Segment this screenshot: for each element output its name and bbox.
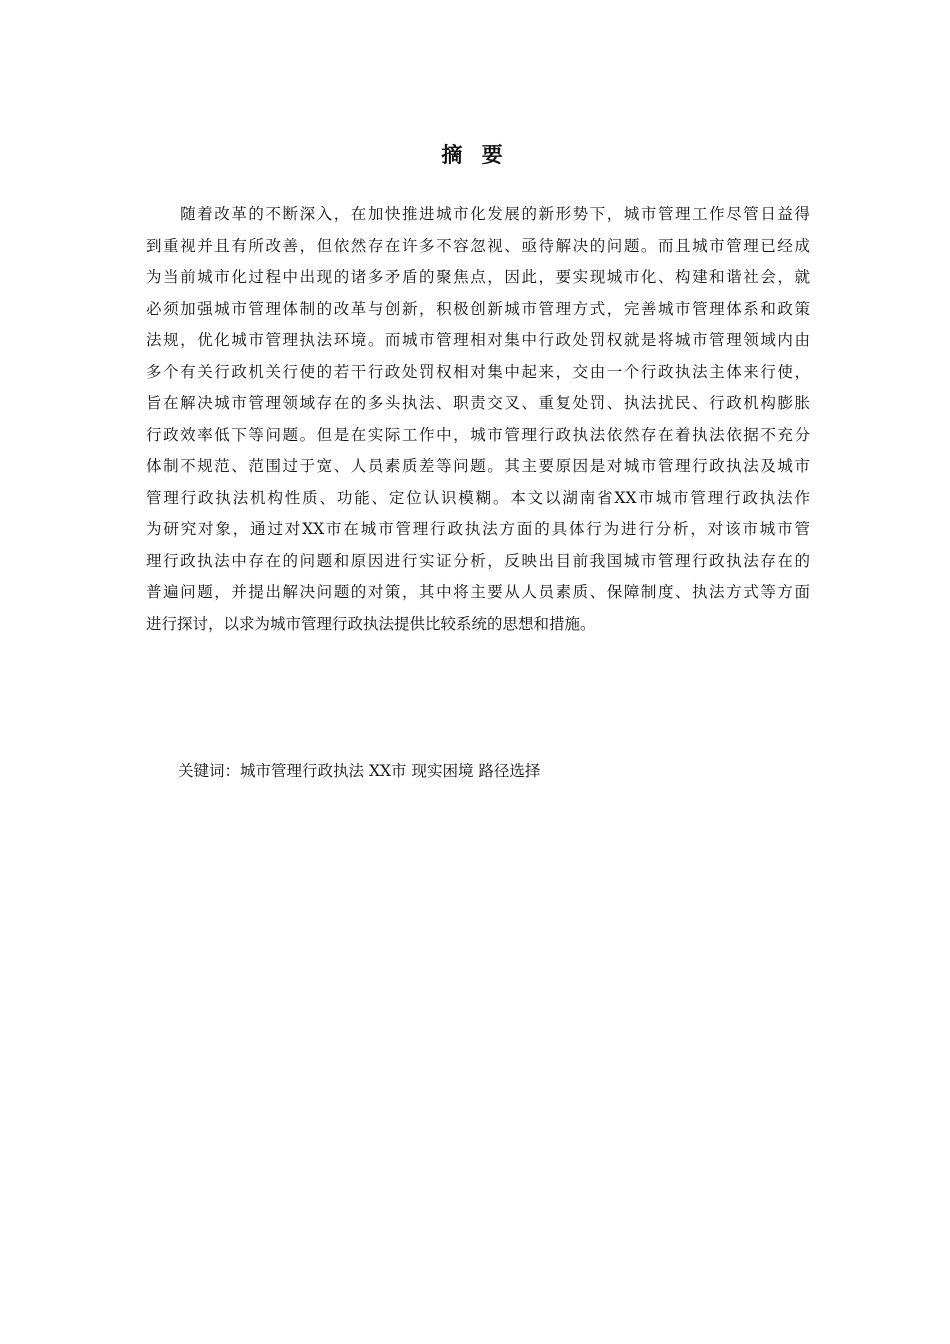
abstract-line: 随着改革的不断深入，在加快推进城市化发展的新形势下，城市管理工作尽管日益得 xyxy=(146,205,810,223)
abstract-line: 必须加强城市管理体制的改革与创新，积极创新城市管理方式，完善城市管理体系和政策 xyxy=(146,299,810,318)
abstract-line: 体制不规范、范围过于宽、人员素质差等问题。其主要原因是对城市管理行政执法及城市 xyxy=(146,457,810,475)
abstract-line: 为当前城市化过程中出现的诸多矛盾的聚焦点，因此，要实现城市化、构建和谐社会，就 xyxy=(146,268,810,286)
abstract-line: 法规，优化城市管理执法环境。而城市管理相对集中行政处罚权就是将城市管理领域内由 xyxy=(146,331,810,349)
abstract-line: 进行探讨，以求为城市管理行政执法提供比较系统的思想和措施。 xyxy=(146,614,596,633)
abstract-line: 旨在解决城市管理领域存在的多头执法、职责交叉、重复处罚、执法扰民、行政机构膨胀 xyxy=(146,394,810,412)
keywords-text: 城市管理行政执法 XX市 现实困境 路径选择 xyxy=(240,762,541,780)
keywords xyxy=(178,756,540,788)
abstract-line: 到重视并且有所改善，但依然存在许多不容忽视、亟待解决的问题。而且城市管理已经成 xyxy=(146,236,810,255)
keywords-label: 关键词： xyxy=(178,762,241,780)
abstract-line: 行政效率低下等问题。但是在实际工作中，城市管理行政执法依然存在着执法依据不充分 xyxy=(146,425,810,444)
abstract-body xyxy=(146,199,810,640)
page-title: 摘 要 xyxy=(441,143,509,167)
abstract-line: 理行政执法中存在的问题和原因进行实证分析，反映出目前我国城市管理行政执法存在的 xyxy=(146,551,810,570)
abstract-line: 普遍问题，并提出解决问题的对策，其中将主要从人员素质、保障制度、执法方式等方面 xyxy=(146,583,810,601)
abstract-line: 为研究对象，通过对XX市在城市管理行政执法方面的具体行为进行分析，对该市城市管 xyxy=(146,520,810,538)
abstract-line: 多个有关行政机关行使的若干行政处罚权相对集中起来，交由一个行政执法主体来行使， xyxy=(146,362,810,381)
abstract-line: 管理行政执法机构性质、功能、定位认识模糊。本文以湖南省XX市城市管理行政执法作 xyxy=(146,488,810,507)
